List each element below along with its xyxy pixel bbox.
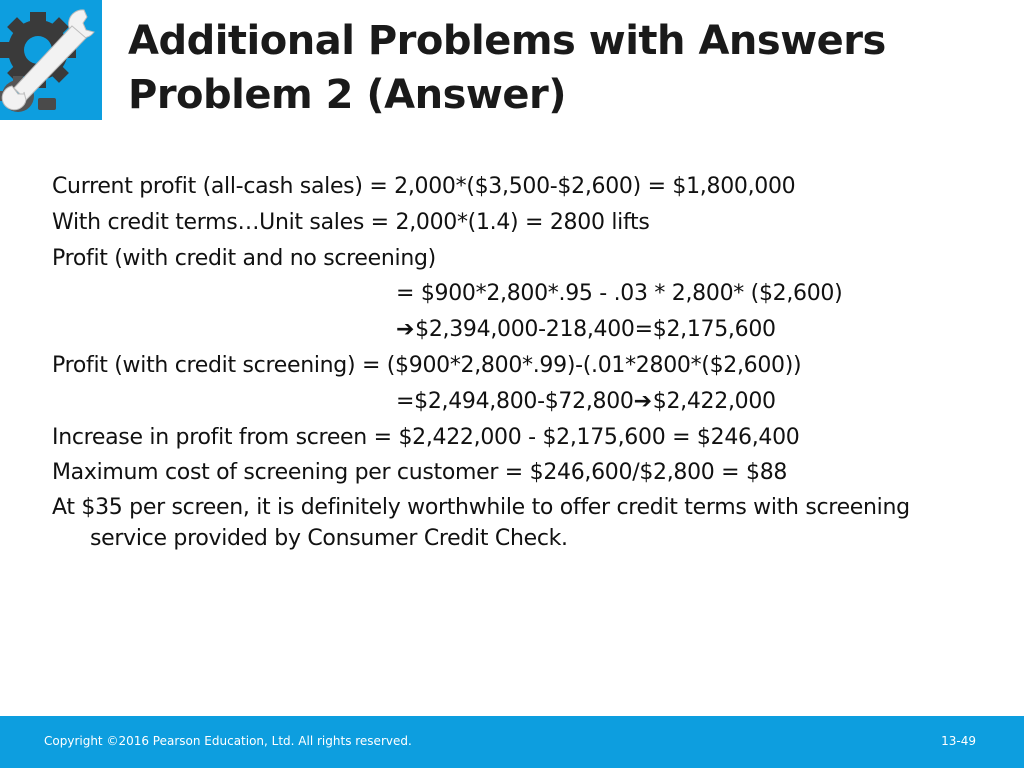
logo-wrench-gear-icon (0, 0, 102, 120)
no-screening-result-text: $2,394,000-218,400=$2,175,600 (415, 317, 776, 343)
footer-copyright: Copyright ©2016 Pearson Education, Ltd. All rights reserved. (44, 734, 412, 748)
body-line-max-cost: Maximum cost of screening per customer = $246,600/$2,800 = $88 (52, 460, 788, 486)
screening-result-total: $2,422,000 (652, 388, 776, 414)
right-arrow-icon: ➔ (396, 317, 415, 343)
screening-result-formula: =$2,494,800-$72,800 (396, 388, 634, 414)
body-line-credit-terms: With credit terms…Unit sales = 2,000*(1.4) = 2800 lifts (52, 209, 650, 235)
slide-footer (0, 716, 1024, 768)
body-line-current-profit: Current profit (all-cash sales) = 2,000*($3,500-$2,600) = $1,800,000 (52, 174, 796, 199)
title-line-2: Problem 2 (Answer) (128, 72, 566, 118)
right-arrow-icon: ➔ (633, 388, 652, 414)
footer-page-number: 13-49 (941, 734, 976, 748)
body-line-profit-screening: Profit (with credit screening) = ($900*2,800*.99)-(.01*2800*($2,600)) (52, 352, 802, 378)
body-line-no-screening-formula: = $900*2,800*.95 - .03 * 2,800* ($2,600) (396, 281, 843, 307)
body-line-screening-result (52, 385, 952, 421)
body-line-increase-profit: Increase in profit from screen = $2,422,000 - $2,175,600 = $246,400 (52, 424, 800, 450)
slide-body (52, 170, 952, 554)
slide-title (128, 14, 1008, 122)
title-line-1: Additional Problems with Answers (128, 18, 886, 64)
body-line-conclusion: At $35 per screen, it is definitely worthwhile to offer credit terms with screening service provided by Consumer Credit Check. (52, 495, 910, 552)
body-line-no-screening-result (52, 313, 952, 349)
body-line-profit-no-screening: Profit (with credit and no screening) (52, 245, 436, 271)
